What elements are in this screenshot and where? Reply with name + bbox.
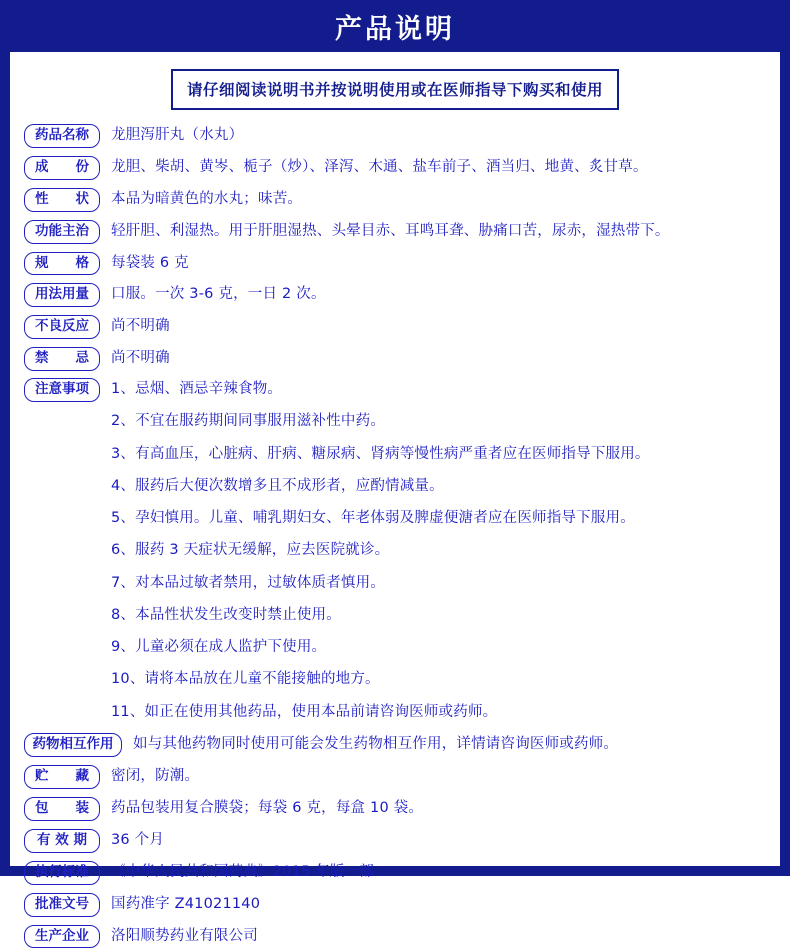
notice-banner: [10, 69, 780, 110]
field-row-specification: [24, 251, 766, 276]
field-row-packaging: [24, 796, 766, 821]
field-row-storage: [24, 764, 766, 789]
field-label: 用法用量: [24, 283, 100, 307]
field-row-manufacturer: [24, 924, 766, 948]
field-row-adverse-reactions: [24, 314, 766, 339]
field-value: 尚不明确: [100, 346, 766, 370]
field-row-precautions: [24, 377, 766, 723]
field-label: 包 装: [24, 797, 100, 821]
field-row-indications: [24, 219, 766, 244]
list-item: 1、忌烟、酒忌辛辣食物。: [111, 379, 766, 401]
field-row-validity: [24, 828, 766, 853]
precautions-list: [100, 377, 766, 723]
field-label: 贮 藏: [24, 765, 100, 789]
field-row-contraindications: [24, 346, 766, 371]
field-label: 不良反应: [24, 315, 100, 339]
field-label: 生产企业: [24, 925, 100, 948]
field-value: 洛阳顺势药业有限公司: [100, 924, 766, 948]
field-value: 口服。一次 3-6 克，一日 2 次。: [100, 282, 766, 306]
list-item: 4、服药后大便次数增多且不成形者，应酌情减量。: [111, 476, 766, 498]
list-item: 6、服药 3 天症状无缓解，应去医院就诊。: [111, 540, 766, 562]
field-label: 性 状: [24, 188, 100, 212]
field-value: 龙胆泻肝丸（水丸）: [100, 123, 766, 147]
field-row-drug-interactions: [24, 732, 766, 757]
list-item: 2、不宜在服药期间同事服用滋补性中药。: [111, 411, 766, 433]
notice-text: 请仔细阅读说明书并按说明使用或在医师指导下购买和使用: [171, 69, 619, 110]
field-row-standard: [24, 860, 766, 885]
field-row-approval-number: [24, 892, 766, 917]
list-item: 7、对本品过敏者禁用，过敏体质者慎用。: [111, 573, 766, 595]
field-label: 注意事项: [24, 378, 100, 402]
field-label: 执行标准: [24, 861, 100, 885]
page-title-bar: [10, 0, 780, 52]
instruction-content: [10, 110, 780, 948]
field-label: 药物相互作用: [24, 733, 122, 757]
field-label: 批准文号: [24, 893, 100, 917]
field-value: 尚不明确: [100, 314, 766, 338]
list-item: 11、如正在使用其他药品，使用本品前请咨询医师或药师。: [111, 702, 766, 724]
field-row-properties: [24, 187, 766, 212]
field-label: 功能主治: [24, 220, 100, 244]
field-value: 如与其他药物同时使用可能会发生药物相互作用，详情请咨询医师或药师。: [122, 732, 766, 756]
list-item: 9、儿童必须在成人监护下使用。: [111, 637, 766, 659]
field-label: 禁 忌: [24, 347, 100, 371]
field-label: 有 效 期: [24, 829, 100, 853]
field-value: 每袋装 6 克: [100, 251, 766, 275]
field-label: 成 份: [24, 156, 100, 180]
field-value: 龙胆、柴胡、黄岑、栀子（炒）、泽泻、木通、盐车前子、酒当归、地黄、炙甘草。: [100, 155, 766, 179]
field-value: 本品为暗黄色的水丸；味苦。: [100, 187, 766, 211]
list-item: 8、本品性状发生改变时禁止使用。: [111, 605, 766, 627]
field-label: 规 格: [24, 252, 100, 276]
field-value: 36 个月: [100, 828, 766, 852]
field-row-dosage: [24, 282, 766, 307]
page-title: 产品说明: [335, 7, 455, 46]
list-item: 5、孕妇慎用。儿童、哺乳期妇女、年老体弱及脾虚便溏者应在医师指导下服用。: [111, 508, 766, 530]
field-value: 密闭，防潮。: [100, 764, 766, 788]
field-value: 国药准字 Z41021140: [100, 892, 766, 916]
field-value: 《中华人民共和国药典》2015 年版一部: [100, 860, 766, 884]
field-row-ingredients: [24, 155, 766, 180]
field-label: 药品名称: [24, 124, 100, 148]
field-row-drug-name: [24, 123, 766, 148]
list-item: 3、有高血压，心脏病、肝病、糖尿病、肾病等慢性病严重者应在医师指导下服用。: [111, 444, 766, 466]
list-item: 10、请将本品放在儿童不能接触的地方。: [111, 669, 766, 691]
field-value: 轻肝胆、利湿热。用于肝胆湿热、头晕目赤、耳鸣耳聋、胁痛口苦，尿赤，湿热带下。: [100, 219, 766, 243]
field-value: 药品包装用复合膜袋；每袋 6 克，每盒 10 袋。: [100, 796, 766, 820]
